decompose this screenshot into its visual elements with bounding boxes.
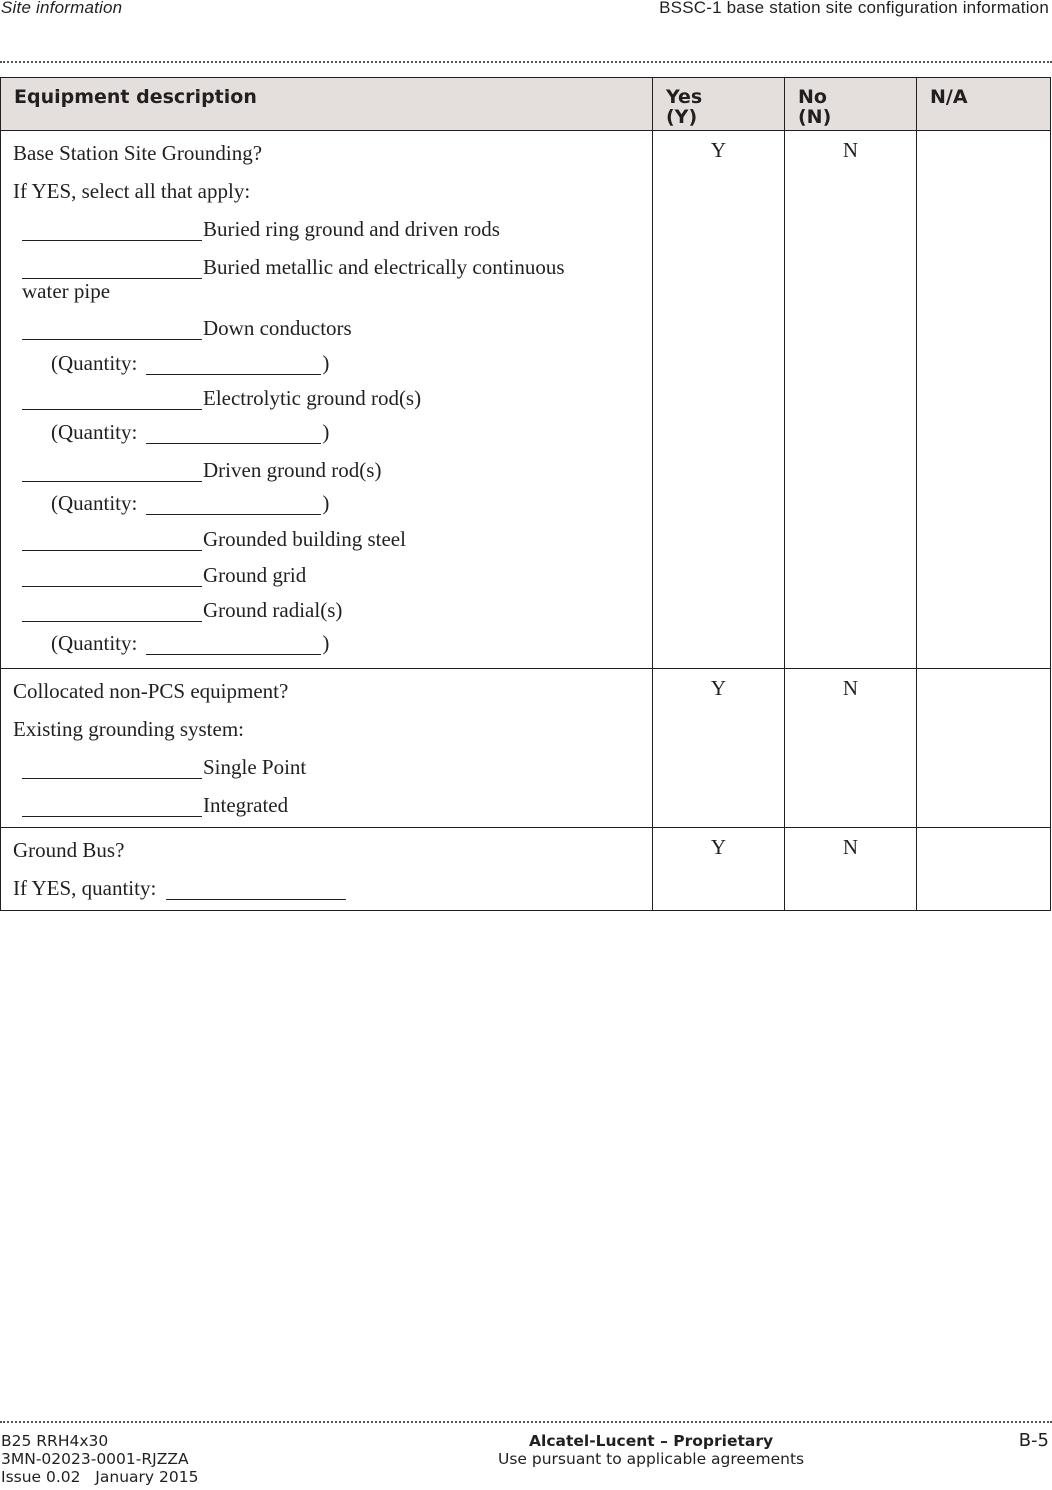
table-row xyxy=(1,131,1051,669)
fill-blank[interactable] xyxy=(22,566,202,587)
col-yes-code: (Y) xyxy=(666,106,698,128)
quantity-blank[interactable] xyxy=(146,423,321,444)
no-option[interactable]: N xyxy=(785,669,917,828)
list-item: Buried metallic and electrically continuous water pipe xyxy=(22,255,565,303)
yes-option[interactable]: Y xyxy=(653,131,785,669)
list-item: Grounded building steel xyxy=(13,527,652,551)
row-grounding-description xyxy=(1,131,653,669)
fill-blank[interactable] xyxy=(22,258,202,279)
footer-proprietary xyxy=(498,1432,804,1468)
issue-date: Issue 0.02 January 2015 xyxy=(1,1468,199,1486)
col-no-code: (N) xyxy=(798,106,832,128)
no-option[interactable]: N xyxy=(785,131,917,669)
quantity-line: (Quantity: ) xyxy=(51,631,330,655)
na-option[interactable] xyxy=(917,669,1051,828)
list-item: Driven ground rod(s) xyxy=(13,458,652,482)
footer-doc-info xyxy=(1,1432,198,1486)
yes-option[interactable]: Y xyxy=(653,669,785,828)
row-ground-bus-description xyxy=(1,828,653,911)
list-item: Ground grid xyxy=(13,563,652,587)
na-option[interactable] xyxy=(917,131,1051,669)
col-equipment-description: Equipment description xyxy=(1,78,653,131)
list-item: Single Point xyxy=(13,755,652,779)
quantity-line: (Quantity: ) xyxy=(51,420,330,444)
question: Collocated non-PCS equipment? xyxy=(13,679,289,703)
document-number: 3MN-02023-0001-RJZZA xyxy=(1,1450,189,1468)
fill-blank[interactable] xyxy=(22,530,202,551)
quantity-blank[interactable] xyxy=(166,879,346,900)
list-item: Integrated xyxy=(13,793,652,817)
table-row xyxy=(1,828,1051,911)
footer-divider xyxy=(0,1421,1052,1423)
fill-blank[interactable] xyxy=(22,461,202,482)
fill-blank[interactable] xyxy=(22,220,202,241)
list-item: Down conductors xyxy=(13,316,652,340)
fill-blank[interactable] xyxy=(22,601,202,622)
fill-blank[interactable] xyxy=(22,319,202,340)
site-config-table xyxy=(0,77,1051,911)
list-item: Buried ring ground and driven rods xyxy=(13,217,652,241)
list-item: Electrolytic ground rod(s) xyxy=(13,386,652,410)
usage-notice: Use pursuant to applicable agreements xyxy=(498,1450,805,1468)
col-yes-label: Yes xyxy=(666,86,703,108)
page-number: B-5 xyxy=(1018,1430,1049,1451)
table-header-row xyxy=(1,78,1051,131)
no-option[interactable]: N xyxy=(785,828,917,911)
quantity-line: (Quantity: ) xyxy=(51,351,330,375)
question: Base Station Site Grounding? xyxy=(13,141,263,165)
row-collocated-description xyxy=(1,669,653,828)
quantity-blank[interactable] xyxy=(146,494,321,515)
instruction: Existing grounding system: xyxy=(13,717,244,741)
quantity-line: If YES, quantity: xyxy=(13,876,652,900)
quantity-line: (Quantity: ) xyxy=(51,491,330,515)
col-no-label: No xyxy=(798,86,827,108)
instruction: If YES, select all that apply: xyxy=(13,179,251,203)
fill-blank[interactable] xyxy=(22,796,202,817)
table-row xyxy=(1,669,1051,828)
quantity-blank[interactable] xyxy=(146,354,321,375)
question: Ground Bus? xyxy=(13,838,125,862)
quantity-blank[interactable] xyxy=(146,634,321,655)
running-header-section: Site information xyxy=(1,0,123,17)
list-item: Ground radial(s) xyxy=(13,598,652,622)
yes-option[interactable]: Y xyxy=(653,828,785,911)
na-option[interactable] xyxy=(917,828,1051,911)
running-header-title: BSSC-1 base station site configuration information xyxy=(659,0,1049,17)
fill-blank[interactable] xyxy=(22,389,202,410)
header-divider xyxy=(0,61,1052,63)
fill-blank[interactable] xyxy=(22,758,202,779)
col-no xyxy=(785,78,917,131)
col-na: N/A xyxy=(917,78,1051,131)
col-yes xyxy=(653,78,785,131)
proprietary-notice: Alcatel-Lucent – Proprietary xyxy=(529,1432,774,1450)
product-name: B25 RRH4x30 xyxy=(1,1432,109,1450)
